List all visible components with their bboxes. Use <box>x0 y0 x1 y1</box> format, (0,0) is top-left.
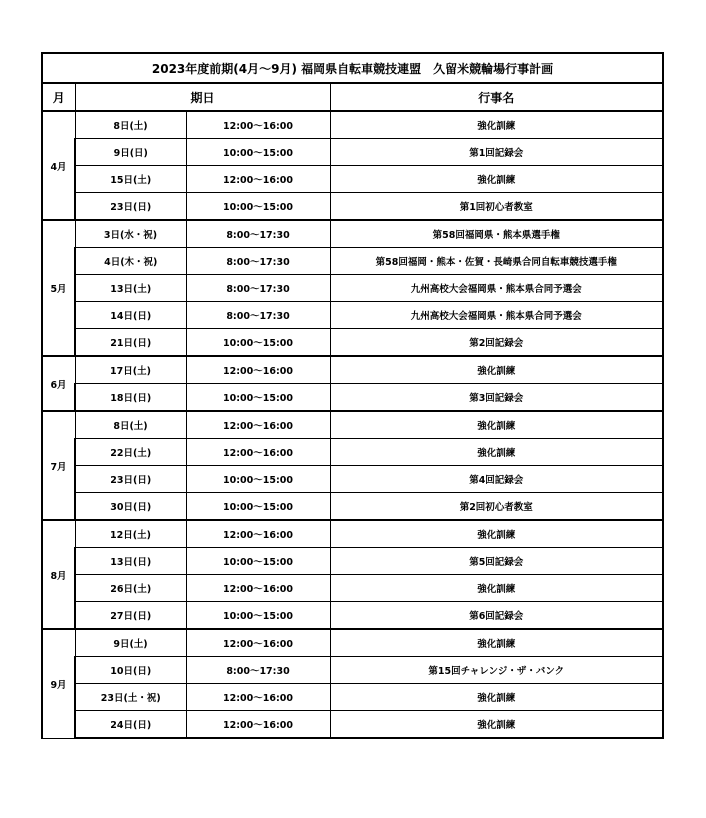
time-cell: 12:00～16:00 <box>186 629 330 657</box>
event-cell: 強化訓練 <box>330 684 663 711</box>
table-row <box>42 302 663 329</box>
date-cell: 23日(土・祝) <box>75 684 186 711</box>
date-cell: 23日(日) <box>75 193 186 221</box>
table-row <box>42 439 663 466</box>
time-cell: 12:00～16:00 <box>186 439 330 466</box>
event-cell: 第4回記録会 <box>330 466 663 493</box>
event-cell: 強化訓練 <box>330 711 663 739</box>
event-cell: 強化訓練 <box>330 520 663 548</box>
title-row <box>42 53 663 83</box>
table-row <box>42 411 663 439</box>
date-cell: 23日(日) <box>75 466 186 493</box>
date-cell: 22日(土) <box>75 439 186 466</box>
event-cell: 強化訓練 <box>330 575 663 602</box>
time-cell: 10:00～15:00 <box>186 329 330 357</box>
table-row <box>42 493 663 521</box>
time-cell: 8:00～17:30 <box>186 248 330 275</box>
event-cell: 第58回福岡県・熊本県選手権 <box>330 220 663 248</box>
date-cell: 27日(日) <box>75 602 186 630</box>
header-month: 月 <box>42 83 75 111</box>
event-cell: 強化訓練 <box>330 411 663 439</box>
event-cell: 第6回記録会 <box>330 602 663 630</box>
time-cell: 8:00～17:30 <box>186 220 330 248</box>
date-cell: 3日(水・祝) <box>75 220 186 248</box>
time-cell: 12:00～16:00 <box>186 411 330 439</box>
table-row <box>42 520 663 548</box>
table-row <box>42 220 663 248</box>
table-row <box>42 329 663 357</box>
table-row <box>42 629 663 657</box>
date-cell: 4日(木・祝) <box>75 248 186 275</box>
table-row <box>42 384 663 412</box>
schedule-table <box>41 52 664 739</box>
event-cell: 第2回記録会 <box>330 329 663 357</box>
time-cell: 12:00～16:00 <box>186 520 330 548</box>
time-cell: 12:00～16:00 <box>186 166 330 193</box>
event-cell: 第2回初心者教室 <box>330 493 663 521</box>
time-cell: 10:00～15:00 <box>186 193 330 221</box>
page-title: 2023年度前期(4月～9月) 福岡県自転車競技連盟 久留米競輪場行事計画 <box>42 53 663 83</box>
date-cell: 12日(土) <box>75 520 186 548</box>
time-cell: 12:00～16:00 <box>186 575 330 602</box>
table-row <box>42 602 663 630</box>
month-cell: 9月 <box>42 629 75 738</box>
date-cell: 8日(土) <box>75 111 186 139</box>
table-row <box>42 575 663 602</box>
date-cell: 9日(土) <box>75 629 186 657</box>
time-cell: 10:00～15:00 <box>186 384 330 412</box>
time-cell: 8:00～17:30 <box>186 275 330 302</box>
table-row <box>42 466 663 493</box>
time-cell: 10:00～15:00 <box>186 493 330 521</box>
event-cell: 強化訓練 <box>330 356 663 384</box>
time-cell: 10:00～15:00 <box>186 139 330 166</box>
table-row <box>42 684 663 711</box>
date-cell: 18日(日) <box>75 384 186 412</box>
table-row <box>42 356 663 384</box>
time-cell: 10:00～15:00 <box>186 466 330 493</box>
date-cell: 10日(日) <box>75 657 186 684</box>
header-event: 行事名 <box>330 83 663 111</box>
month-cell: 5月 <box>42 220 75 356</box>
time-cell: 12:00～16:00 <box>186 111 330 139</box>
time-cell: 10:00～15:00 <box>186 602 330 630</box>
date-cell: 13日(日) <box>75 548 186 575</box>
date-cell: 14日(日) <box>75 302 186 329</box>
table-row <box>42 166 663 193</box>
table-row <box>42 711 663 739</box>
event-cell: 第5回記録会 <box>330 548 663 575</box>
time-cell: 8:00～17:30 <box>186 302 330 329</box>
date-cell: 21日(日) <box>75 329 186 357</box>
time-cell: 12:00～16:00 <box>186 356 330 384</box>
event-cell: 強化訓練 <box>330 111 663 139</box>
table-row <box>42 193 663 221</box>
event-cell: 第15回チャレンジ・ザ・バンク <box>330 657 663 684</box>
month-cell: 4月 <box>42 111 75 220</box>
table-row <box>42 275 663 302</box>
event-cell: 強化訓練 <box>330 439 663 466</box>
date-cell: 13日(土) <box>75 275 186 302</box>
date-cell: 17日(土) <box>75 356 186 384</box>
month-cell: 8月 <box>42 520 75 629</box>
event-cell: 強化訓練 <box>330 166 663 193</box>
event-cell: 第1回記録会 <box>330 139 663 166</box>
event-cell: 第1回初心者教室 <box>330 193 663 221</box>
event-cell: 九州高校大会福岡県・熊本県合同予選会 <box>330 302 663 329</box>
table-row <box>42 657 663 684</box>
date-cell: 15日(土) <box>75 166 186 193</box>
date-cell: 30日(日) <box>75 493 186 521</box>
event-cell: 九州高校大会福岡県・熊本県合同予選会 <box>330 275 663 302</box>
time-cell: 12:00～16:00 <box>186 711 330 739</box>
time-cell: 12:00～16:00 <box>186 684 330 711</box>
event-cell: 第58回福岡・熊本・佐賀・長崎県合同自転車競技選手権 <box>330 248 663 275</box>
table-row <box>42 111 663 139</box>
header-row <box>42 83 663 111</box>
schedule-body <box>42 53 663 738</box>
date-cell: 24日(日) <box>75 711 186 739</box>
time-cell: 8:00～17:30 <box>186 657 330 684</box>
header-schedule: 期日 <box>75 83 330 111</box>
month-cell: 6月 <box>42 356 75 411</box>
table-row <box>42 139 663 166</box>
date-cell: 26日(土) <box>75 575 186 602</box>
event-cell: 強化訓練 <box>330 629 663 657</box>
month-cell: 7月 <box>42 411 75 520</box>
date-cell: 9日(日) <box>75 139 186 166</box>
date-cell: 8日(土) <box>75 411 186 439</box>
event-cell: 第3回記録会 <box>330 384 663 412</box>
table-row <box>42 548 663 575</box>
time-cell: 10:00～15:00 <box>186 548 330 575</box>
table-row <box>42 248 663 275</box>
